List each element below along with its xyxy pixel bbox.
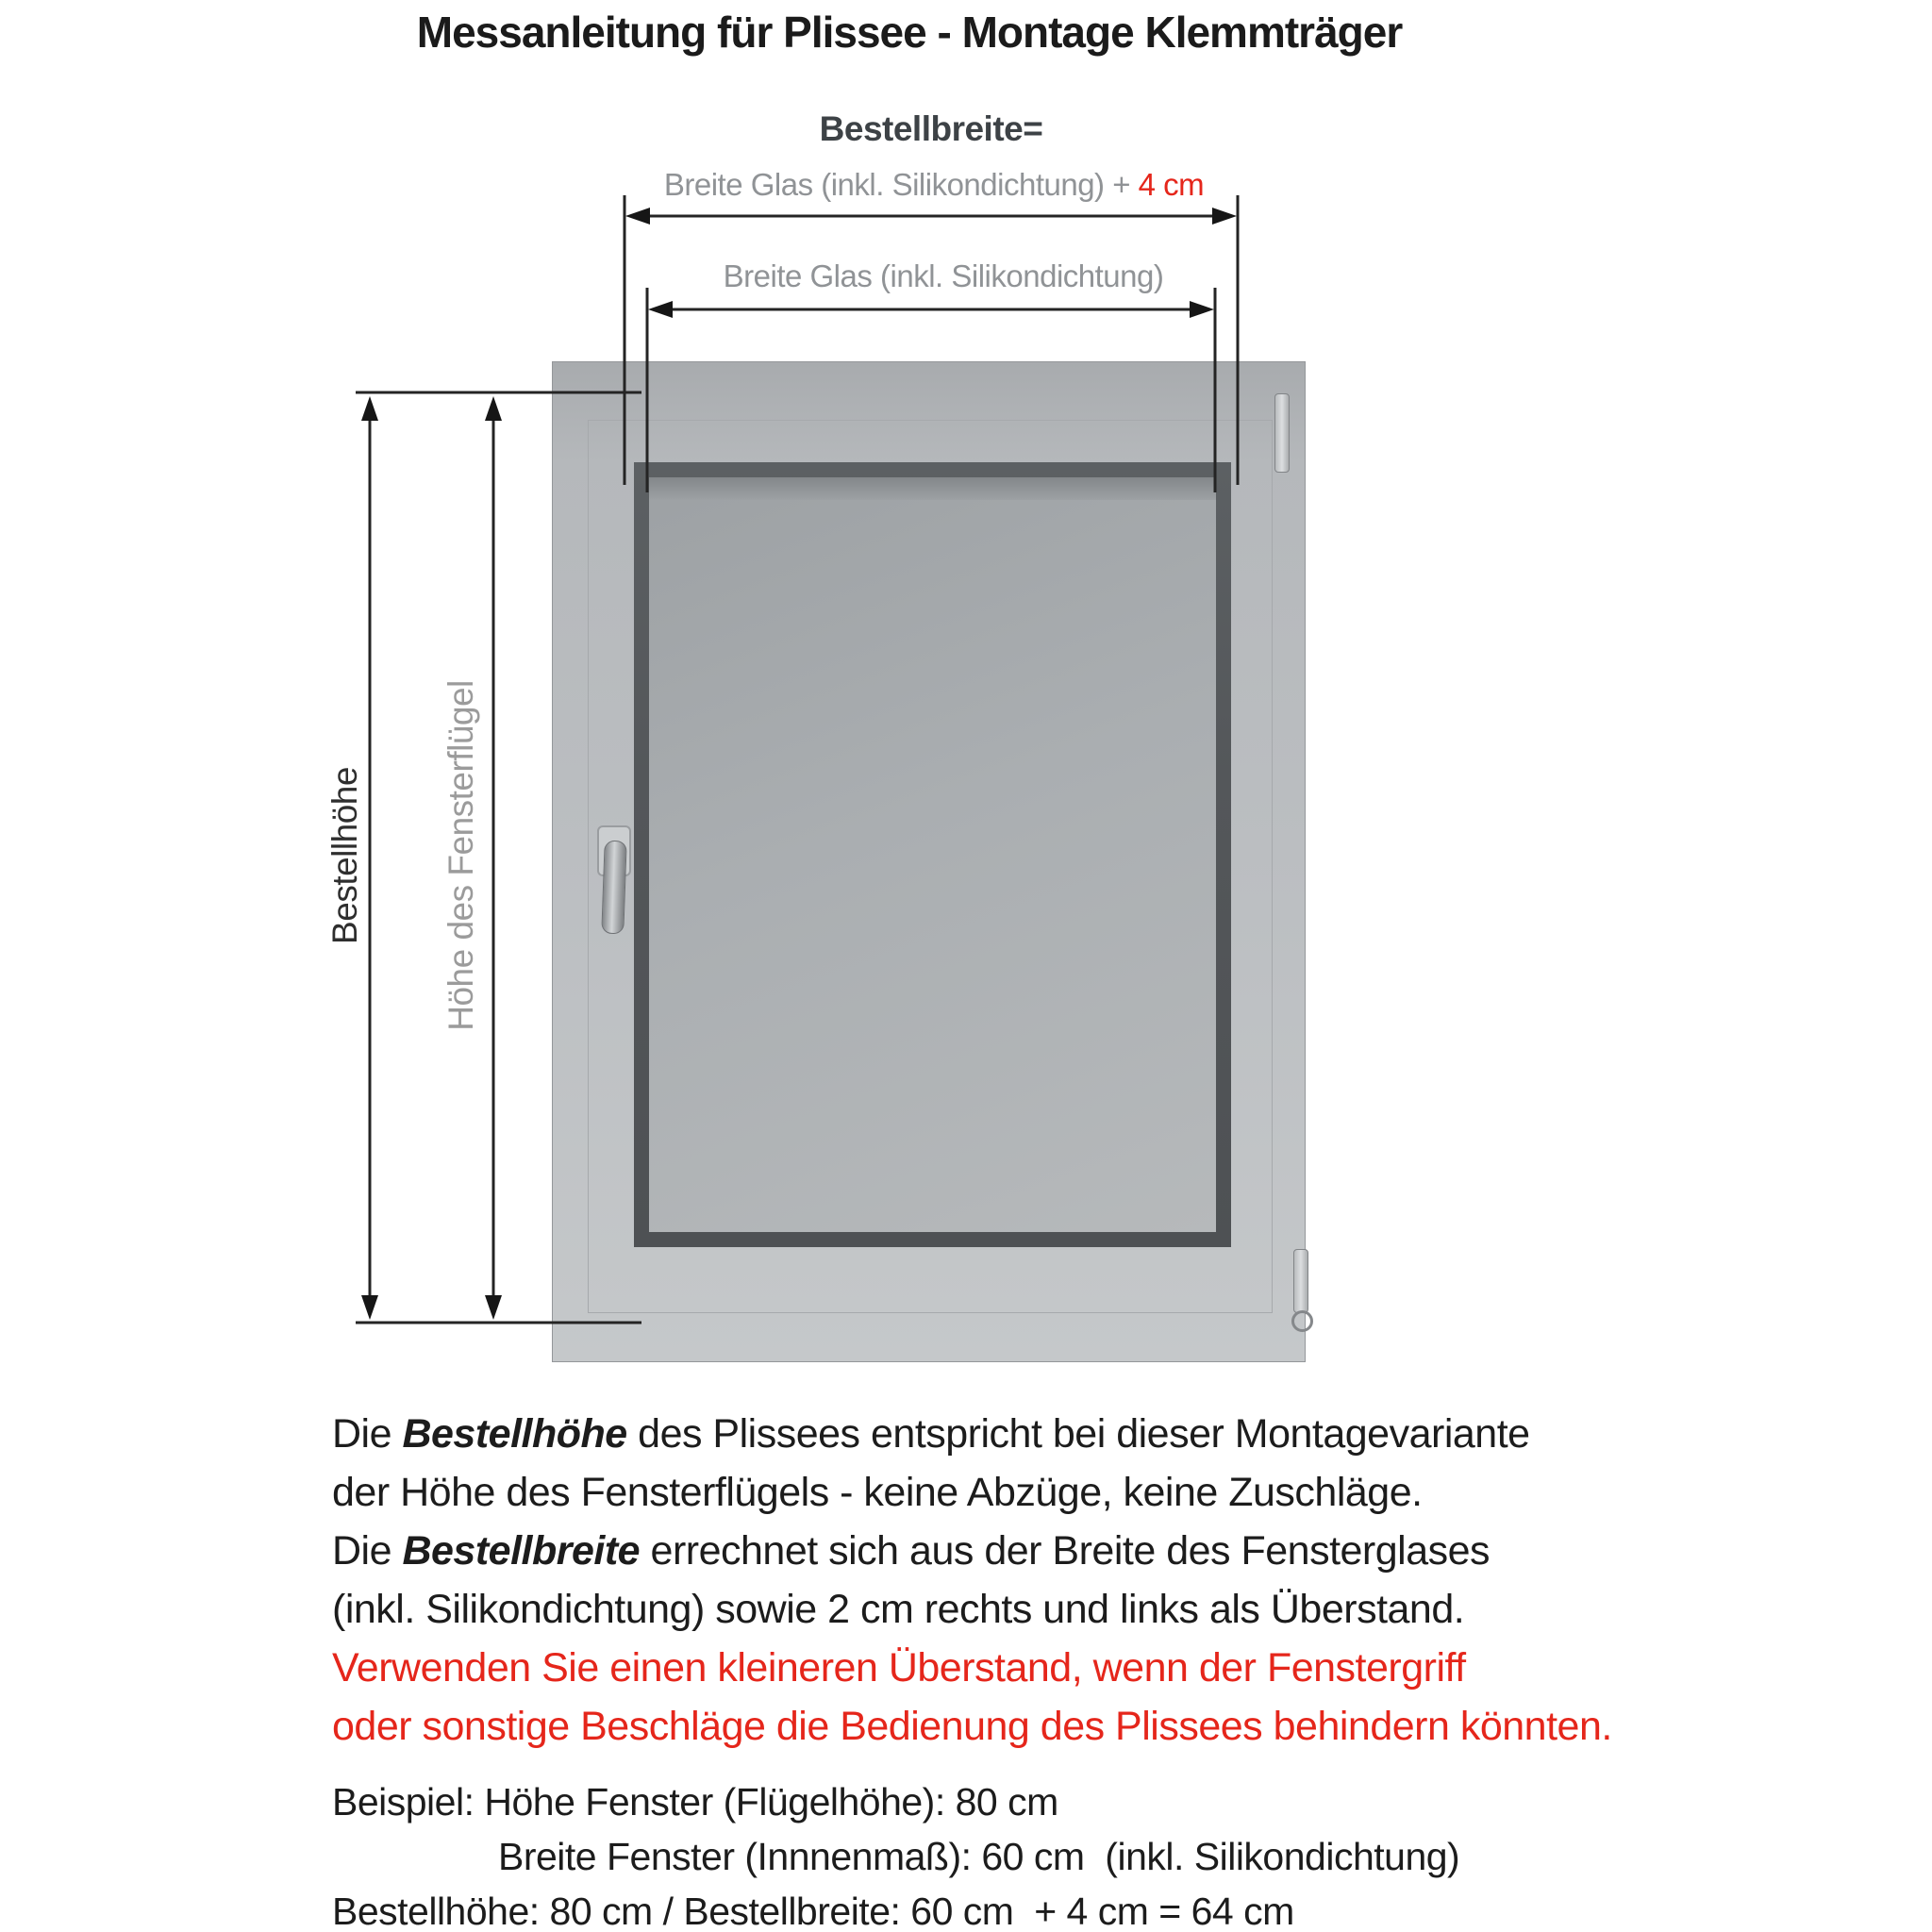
hinge-bottom-ring-icon [1291, 1310, 1313, 1332]
glass-width-arrowhead-left [648, 301, 673, 318]
paragraph-line-3-post: errechnet sich aus der Breite des Fensterglases [640, 1528, 1491, 1574]
plissee-headrail [649, 477, 1216, 500]
sash-height-arrowhead-bottom [485, 1295, 502, 1320]
example-line-2: Breite Fenster (Innnenmaß): 60 cm (inkl. Silikondichtung) [498, 1835, 1460, 1878]
glass-width-plus-label [664, 167, 1204, 203]
paragraph-line-1 [332, 1405, 1612, 1463]
paragraph-line-1-pre: Die [332, 1411, 403, 1457]
window-glass [649, 477, 1216, 1232]
order-width-term: Bestellbreite [402, 1528, 641, 1574]
order-height-label: Bestellhöhe [325, 767, 364, 944]
warning-line-2: oder sonstige Beschläge die Bedienung des Plissees behindern könnten. [332, 1704, 1612, 1749]
page-title: Messanleitung für Plissee - Montage Klemmträger [416, 8, 1403, 57]
paragraph-line-4: (inkl. Silikondichtung) sowie 2 cm rechts und links als Überstand. [332, 1587, 1465, 1632]
glass-width-arrowhead-right [1190, 301, 1214, 318]
order-width-label: Bestellbreite= [819, 109, 1043, 148]
explanation-paragraph [332, 1405, 1612, 1756]
paragraph-line-1-post: des Plissees entspricht bei dieser Montagevariante [626, 1411, 1530, 1457]
order-height-arrowhead-top [361, 396, 378, 421]
paragraph-line-3-pre: Die [332, 1528, 403, 1574]
window-handle [601, 841, 626, 935]
order-width-arrowhead-left [625, 208, 650, 225]
paragraph-line-3 [332, 1522, 1612, 1580]
example-line-1: Beispiel: Höhe Fenster (Flügelhöhe): 80 cm [332, 1780, 1058, 1824]
order-height-arrowhead-bottom [361, 1295, 378, 1320]
hinge-top-icon [1274, 393, 1290, 473]
paragraph-line-2: der Höhe des Fensterflügels - keine Abzüge, keine Zuschläge. [332, 1470, 1423, 1515]
order-width-arrowhead-right [1212, 208, 1237, 225]
glass-width-plus-prefix: Breite Glas (inkl. Silikondichtung) + [663, 167, 1139, 202]
sash-height-label: Höhe des Fensterflügel [441, 680, 480, 1031]
warning-line-1: Verwenden Sie einen kleineren Überstand, wenn der Fenstergriff [332, 1645, 1466, 1690]
glass-width-plus-value: 4 cm [1138, 167, 1205, 202]
order-height-term: Bestellhöhe [402, 1411, 627, 1457]
glass-width-label: Breite Glas (inkl. Silikondichtung) [723, 258, 1164, 293]
sash-height-arrowhead-top [485, 396, 502, 421]
hinge-bottom-icon [1293, 1249, 1308, 1313]
example-line-3: Bestellhöhe: 80 cm / Bestellbreite: 60 cm + 4 cm = 64 cm [332, 1890, 1294, 1932]
example-block [332, 1774, 1459, 1932]
